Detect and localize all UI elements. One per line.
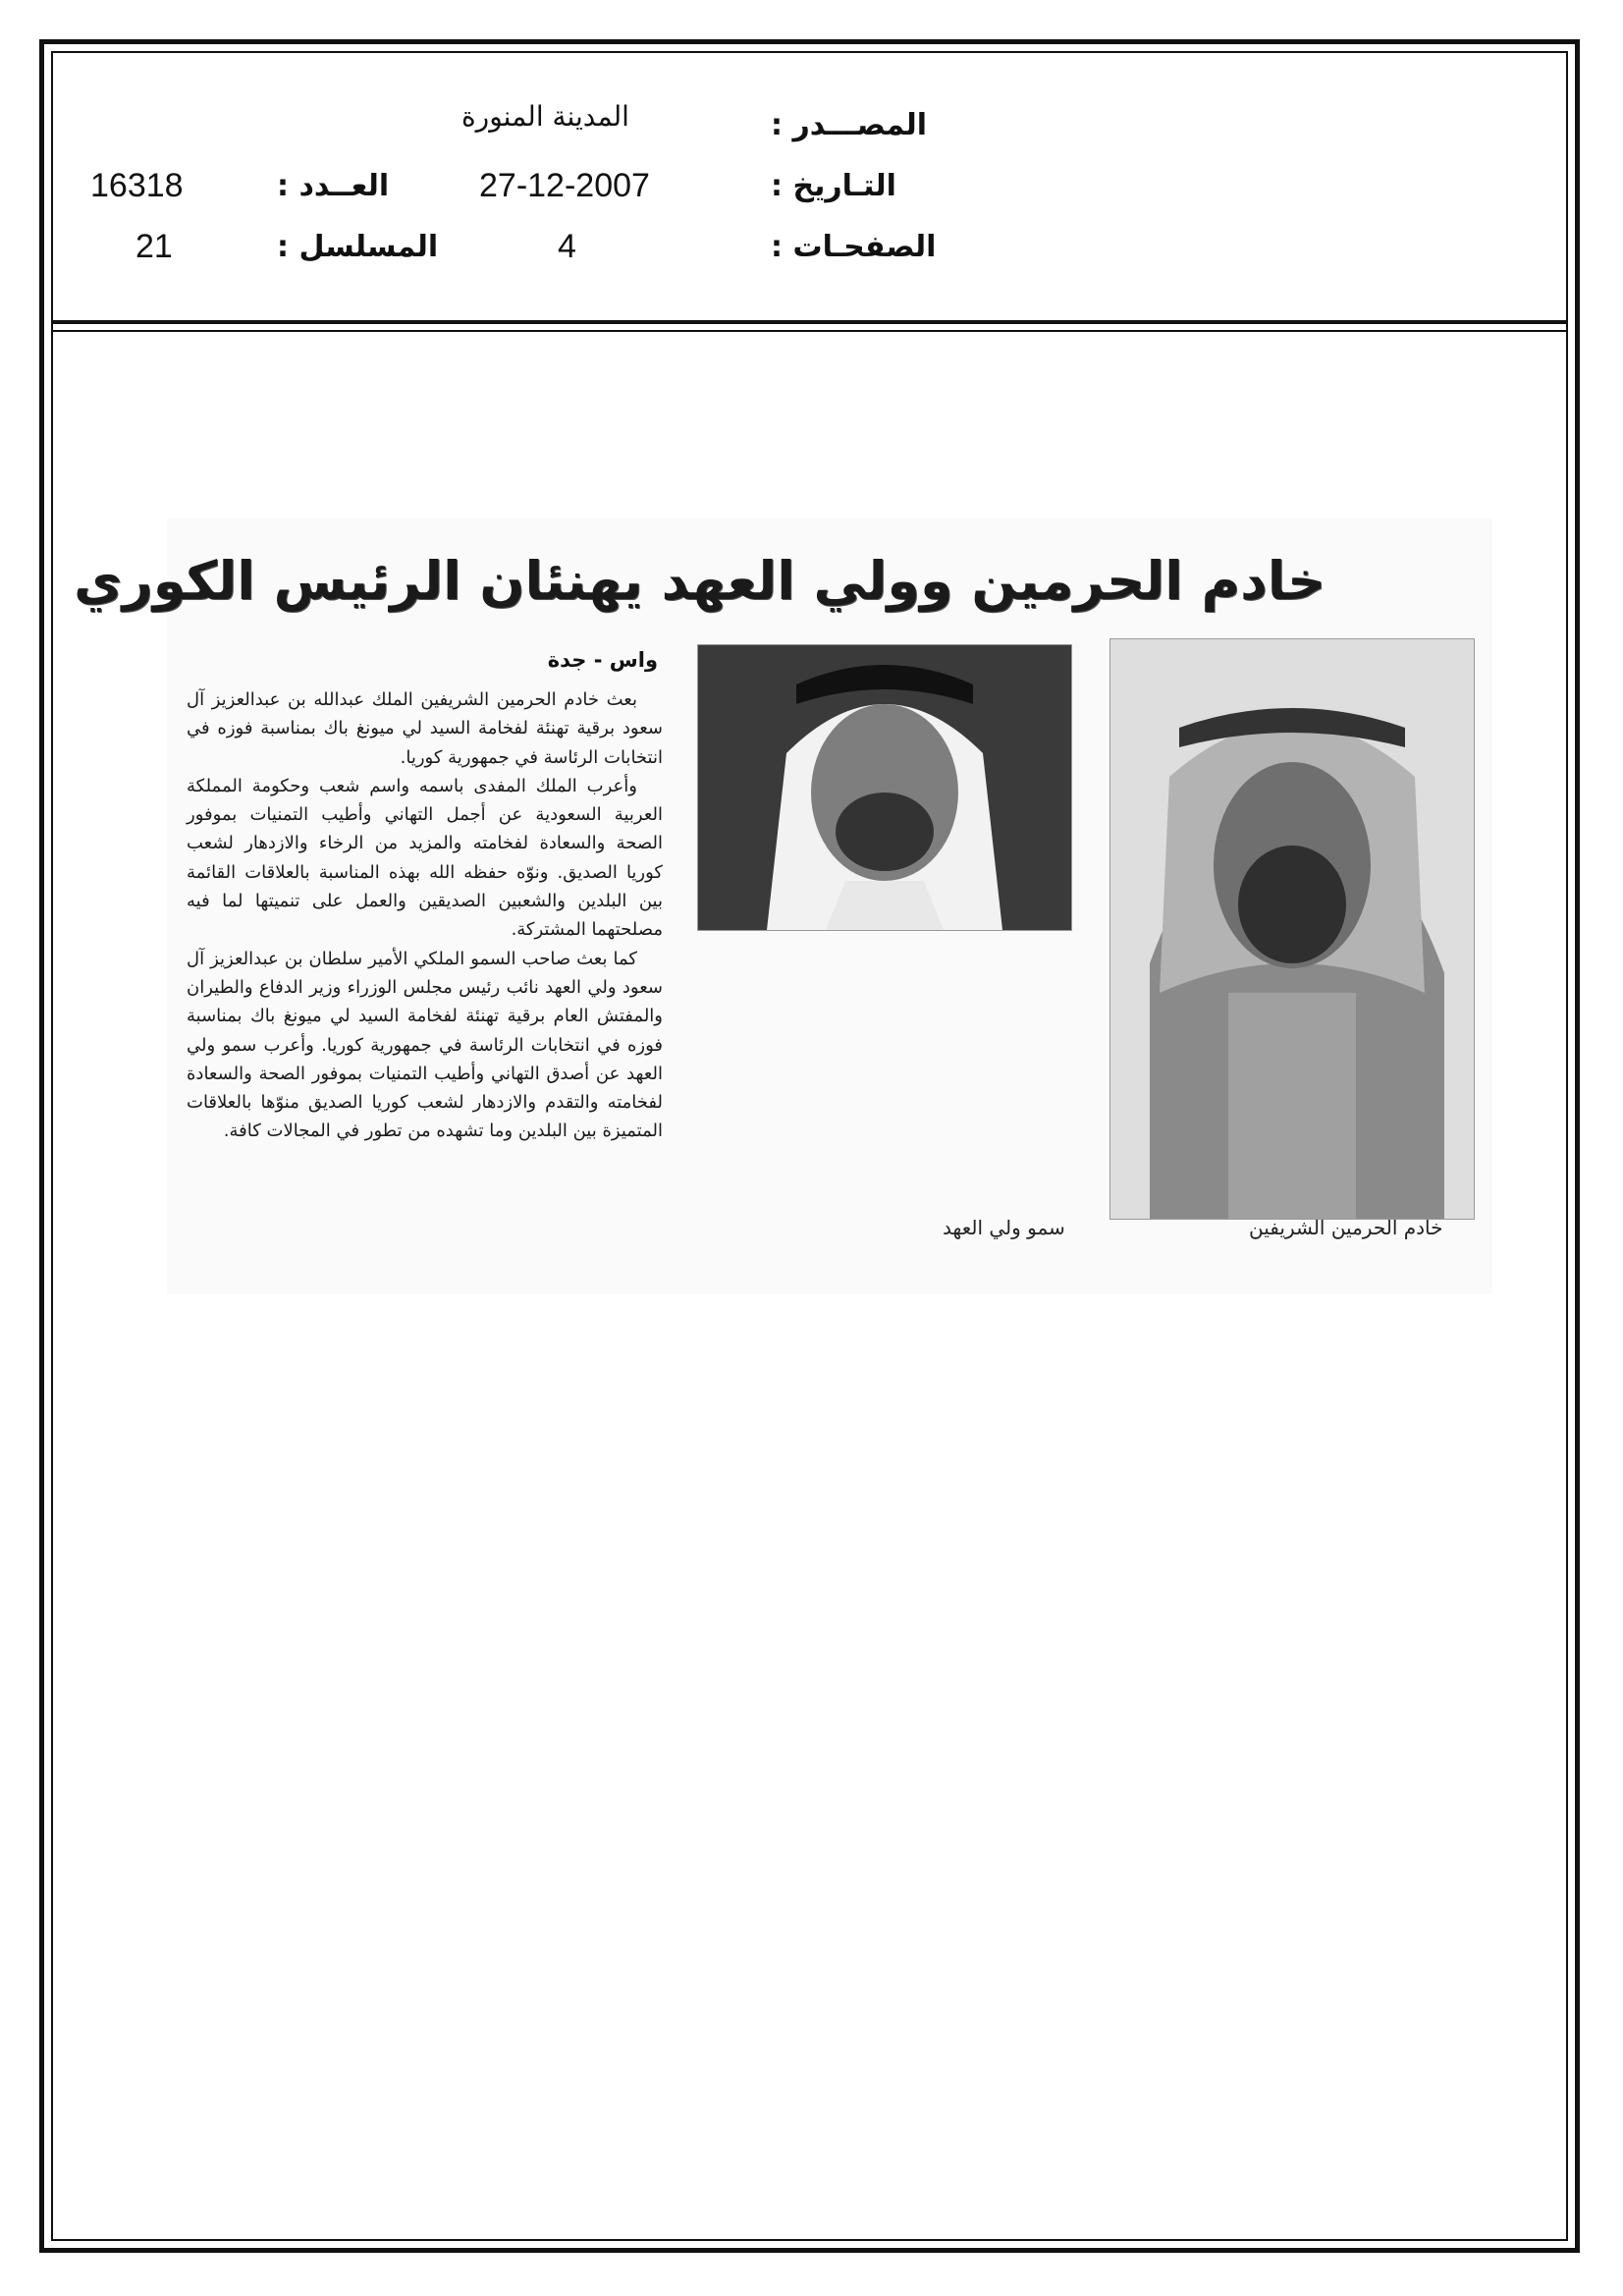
article-headline: خادم الحرمين وولي العهد يهنئان الرئيس الكوري	[74, 550, 1325, 612]
crown-prince-photo	[697, 644, 1072, 931]
source-label: المصـــدر :	[771, 108, 928, 142]
caption-crown-prince: سمو ولي العهد	[943, 1216, 1065, 1239]
article-paragraph: وأعرب الملك المفدى باسمه واسم شعب وحكومة المملكة العربية السعودية عن أجمل التهاني وأطيب التمنيات بموفور الصحة والسعادة لفخامته والمزيد من الرخاء والازدهار لشعب كوريا الصديق. ونوّه حفظه الله بهذه المناسبة بالعلاقات القائمة بين البلدين والشعبين الصديقين والعمل على تنميتها لما فيه مصلحتهما المشتركة.	[187, 775, 663, 941]
serial-label: المسلسل :	[277, 230, 439, 264]
issue-value: 16318	[90, 167, 184, 204]
caption-king: خادم الحرمين الشريفين	[1249, 1216, 1443, 1239]
serial-value: 21	[135, 228, 173, 265]
king-photo	[1109, 638, 1475, 1220]
header-divider-thin	[51, 330, 1568, 332]
pages-label: الصفحـات :	[771, 230, 937, 264]
article-byline: واس - جدة	[547, 648, 658, 672]
date-label: التـاريخ :	[771, 169, 896, 203]
header-divider	[51, 320, 1568, 324]
pages-value: 4	[558, 228, 576, 265]
issue-label: العــدد :	[277, 169, 390, 203]
article-paragraph: كما بعث صاحب السمو الملكي الأمير سلطان بن عبدالعزيز آل سعود ولي العهد نائب رئيس مجلس الوزراء وزير الدفاع والطيران والمفتش العام برقية تهنئة لفخامة السيد لي ميونغ باك بمناسبة فوزه في انتخابات الرئاسة في جمهورية كوريا. وأعرب سمو ولي العهد عن أصدق التهاني وأطيب التمنيات بموفور الصحة والسعادة لفخامته والتقدم والازدهار لشعب كوريا الصديق منوّها بالعلاقات المتميزة بين البلدين وما تشهده من تطور في المجالات كافة.	[187, 948, 663, 1142]
source-value: المدينة المنورة	[461, 100, 629, 133]
article-paragraph: بعث خادم الحرمين الشريفين الملك عبدالله بن عبدالعزيز آل سعود برقية تهنئة لفخامة السيد لي ميونغ باك بمناسبة فوزه في انتخابات الرئاسة في جمهورية كوريا.	[187, 689, 663, 768]
portrait-image-crown-prince	[698, 645, 1071, 930]
portrait-image-king	[1110, 639, 1474, 1219]
article-body	[187, 685, 663, 1146]
date-value: 27-12-2007	[479, 167, 650, 204]
